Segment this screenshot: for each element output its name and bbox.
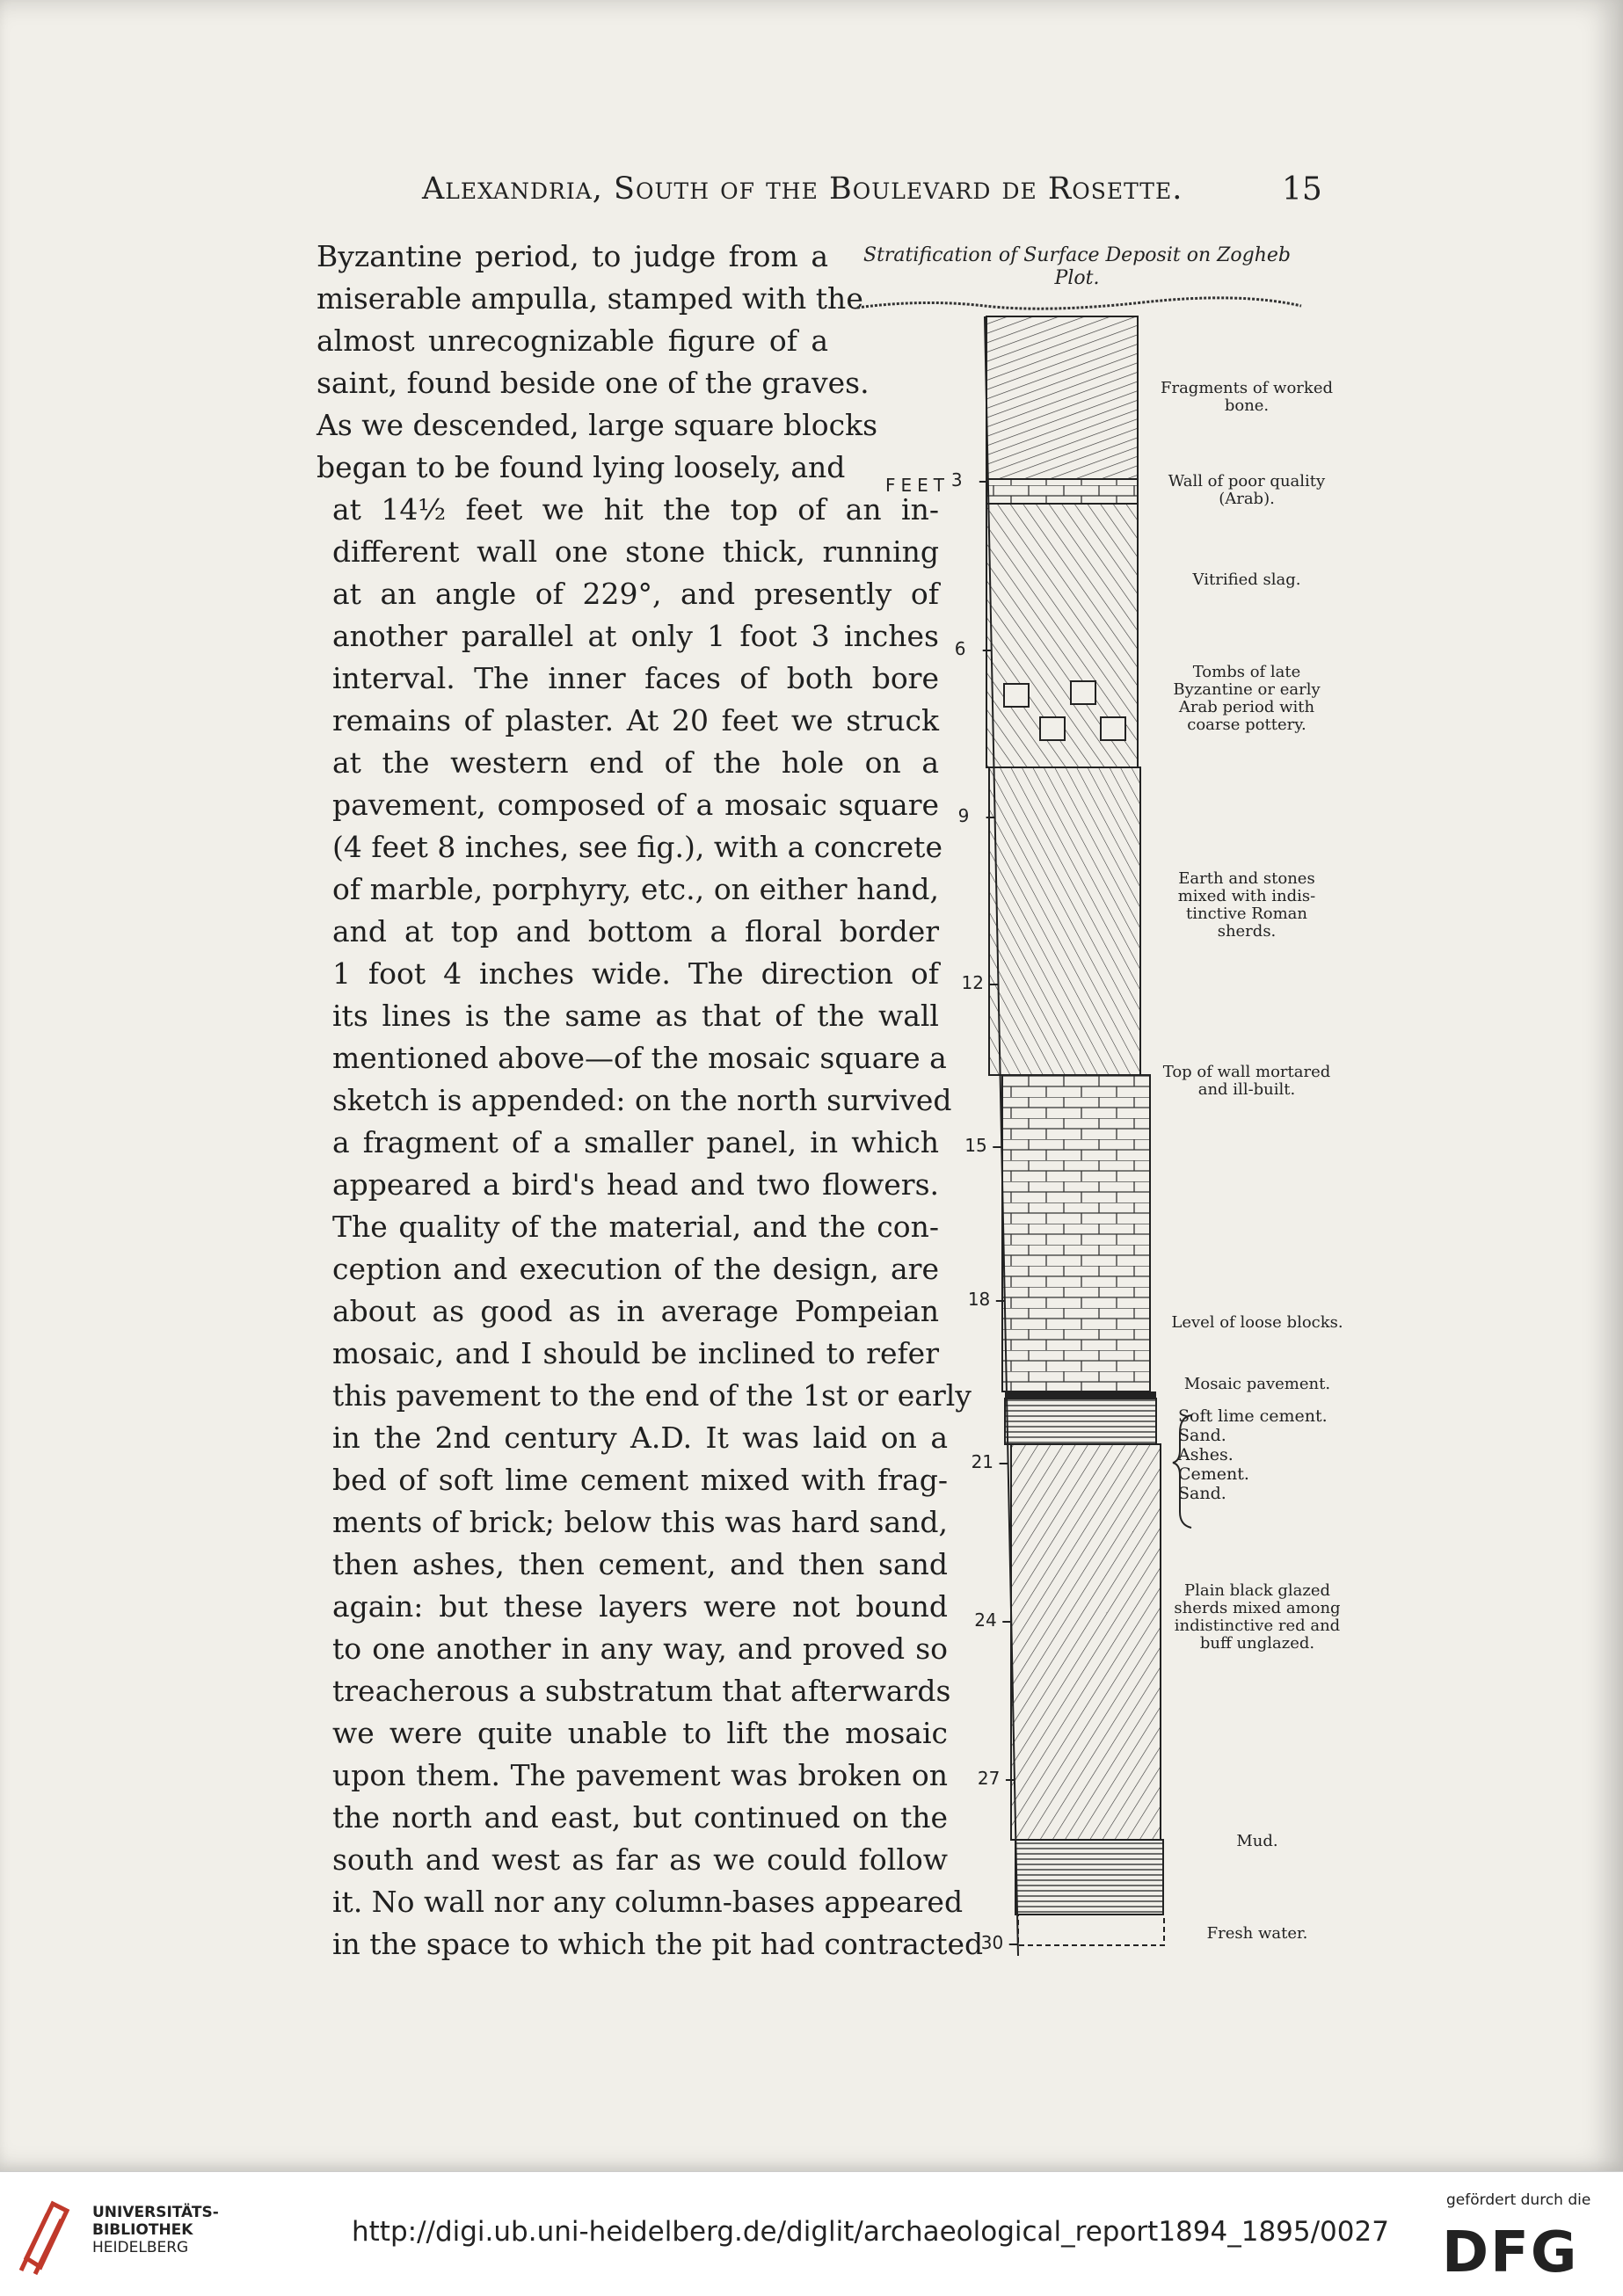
body-line: Byzantine period, to judge from a — [317, 239, 828, 273]
body-line: sketch is appended: on the north survived — [332, 1083, 952, 1117]
body-line: different wall one stone thick, running — [332, 534, 939, 569]
layer-fresh-water — [1018, 1915, 1164, 1945]
body-line: at the western end of the hole on a — [332, 745, 939, 780]
page-number: 15 — [1282, 171, 1322, 207]
body-line: upon them. The pavement was broken on — [332, 1758, 948, 1792]
body-line: at an angle of 229°, and presently of — [332, 577, 939, 611]
layer-label: Tombs of late Byzantine or early Arab period with coarse pottery. — [1173, 663, 1321, 734]
ground-surface-line — [857, 298, 1301, 309]
layer-label: Top of wall mortared and ill-built. — [1162, 1063, 1331, 1099]
depth-tick-label: 9 — [957, 805, 970, 826]
layer-top-of-wall — [1002, 1075, 1150, 1391]
body-line: mentioned above—of the mosaic square a — [332, 1041, 947, 1075]
braced-label-list — [1178, 1406, 1328, 1503]
body-line: remains of plaster. At 20 feet we struck — [332, 703, 939, 737]
body-line: the north and east, but continued on the — [332, 1800, 948, 1835]
body-line: 1 foot 4 inches wide. The direction of — [332, 956, 939, 991]
depth-tick-label: 24 — [974, 1609, 997, 1631]
body-line: of marble, porphyry, etc., on either hand, — [332, 872, 939, 906]
body-line: to one another in any way, and proved so — [332, 1631, 948, 1666]
layer-glazed-sherds — [1011, 1444, 1161, 1840]
braced-label: Soft lime cement. — [1178, 1406, 1328, 1426]
library-logo-icon — [18, 2197, 81, 2276]
source-url-link[interactable]: http://digi.ub.uni-heidelberg.de/diglit/archaeological_report1894_1895/0027 — [352, 2216, 1389, 2248]
body-line: interval. The inner faces of both bore — [332, 661, 939, 695]
footer-bar — [0, 2171, 1623, 2296]
body-line: pavement, composed of a mosaic square — [332, 788, 939, 822]
braced-label: Sand. — [1178, 1484, 1226, 1503]
depth-tick-label: 6 — [954, 638, 966, 659]
body-line: then ashes, then cement, and then sand — [332, 1547, 948, 1581]
layer-lime-cement — [1005, 1399, 1156, 1444]
axis-unit-label: FEET — [885, 475, 950, 496]
body-line: and at top and bottom a floral border — [332, 914, 939, 948]
body-line: treacherous a substratum that afterwards — [332, 1674, 951, 1708]
body-line: this pavement to the end of the 1st or early — [332, 1378, 972, 1413]
body-line: The quality of the material, and the con- — [332, 1210, 939, 1244]
depth-tick-label: 18 — [967, 1289, 991, 1310]
funding-label: gefördert durch die — [1446, 2191, 1591, 2209]
depth-tick-label: 21 — [971, 1451, 994, 1472]
layer-label: Vitrified slag. — [1192, 570, 1301, 589]
body-line: about as good as in average Pompeian — [332, 1294, 939, 1328]
body-line: mosaic, and I should be inclined to refer — [332, 1336, 939, 1370]
figure-title: Stratification of Surface Deposit on Zogheb Plot. — [863, 244, 1291, 289]
layer-label: Fragments of worked bone. — [1160, 379, 1333, 415]
body-line: miserable ampulla, stamped with the — [317, 281, 863, 316]
braced-label: Cement. — [1178, 1464, 1249, 1484]
dfg-logo: DFG — [1442, 2220, 1579, 2285]
body-line: in the space to which the pit had contracted — [332, 1927, 984, 1961]
body-line: again: but these layers were not bound — [332, 1589, 948, 1624]
body-line: it. No wall nor any column-bases appeared — [332, 1885, 964, 1919]
depth-tick-label: 3 — [950, 469, 963, 490]
layer-mud — [1015, 1840, 1163, 1915]
layer-worked-bone — [986, 316, 1138, 479]
body-line: at 14½ feet we hit the top of an in- — [332, 492, 939, 527]
braced-label: Ashes. — [1178, 1445, 1234, 1464]
body-line: in the 2nd century A.D. It was laid on a — [332, 1420, 948, 1455]
layer-label: Mosaic pavement. — [1183, 1375, 1331, 1393]
body-line: a fragment of a smaller panel, in which — [332, 1125, 939, 1159]
layer-label: Fresh water. — [1206, 1924, 1308, 1943]
layer-label: Wall of poor quality (Arab). — [1168, 472, 1326, 508]
depth-tick-label: 15 — [964, 1135, 987, 1156]
depth-tick-label: 27 — [977, 1768, 1001, 1789]
layer-earth-stones — [989, 767, 1140, 1075]
library-name: UNIVERSITÄTS- BIBLIOTHEK HEIDELBERG — [92, 2204, 219, 2256]
body-line: saint, found beside one of the graves. — [317, 366, 870, 400]
body-line: appeared a bird's head and two flowers. — [332, 1167, 939, 1202]
braced-label: Sand. — [1178, 1426, 1226, 1445]
layer-label: Level of loose blocks. — [1171, 1313, 1343, 1332]
body-line: south and west as far as we could follow — [332, 1842, 948, 1877]
body-line: began to be found lying loosely, and — [317, 450, 846, 484]
tomb-square — [1040, 717, 1065, 740]
running-title: Alexandria, South of the Boulevard de Rosette. — [422, 171, 1183, 207]
tomb-square — [1101, 717, 1125, 740]
body-line: ception and execution of the design, are — [332, 1252, 939, 1286]
body-line: almost unrecognizable figure of a — [317, 323, 828, 358]
depth-tick-label: 12 — [961, 972, 984, 993]
tomb-square — [1071, 681, 1095, 704]
body-line: bed of soft lime cement mixed with frag- — [332, 1463, 948, 1497]
layer-label: Plain black glazed sherds mixed among indistinctive red and buff unglazed. — [1174, 1581, 1341, 1653]
layer-mosaic-pavement — [1005, 1391, 1156, 1399]
layer-wall-arab — [986, 479, 1138, 504]
body-line: another parallel at only 1 foot 3 inches — [332, 619, 939, 653]
body-line: we were quite unable to lift the mosaic — [332, 1716, 948, 1750]
body-line: As we descended, large square blocks — [317, 408, 878, 442]
layer-label: Mud. — [1236, 1832, 1278, 1850]
layer-label: Earth and stones mixed with indis-tinctive Roman sherds. — [1177, 869, 1316, 941]
tomb-square — [1004, 684, 1029, 707]
body-line: ments of brick; below this was hard sand, — [332, 1505, 948, 1539]
depth-tick-label: 30 — [980, 1932, 1004, 1953]
body-line: (4 feet 8 inches, see fig.), with a concrete — [332, 830, 943, 864]
body-line: its lines is the same as that of the wall — [332, 999, 939, 1033]
